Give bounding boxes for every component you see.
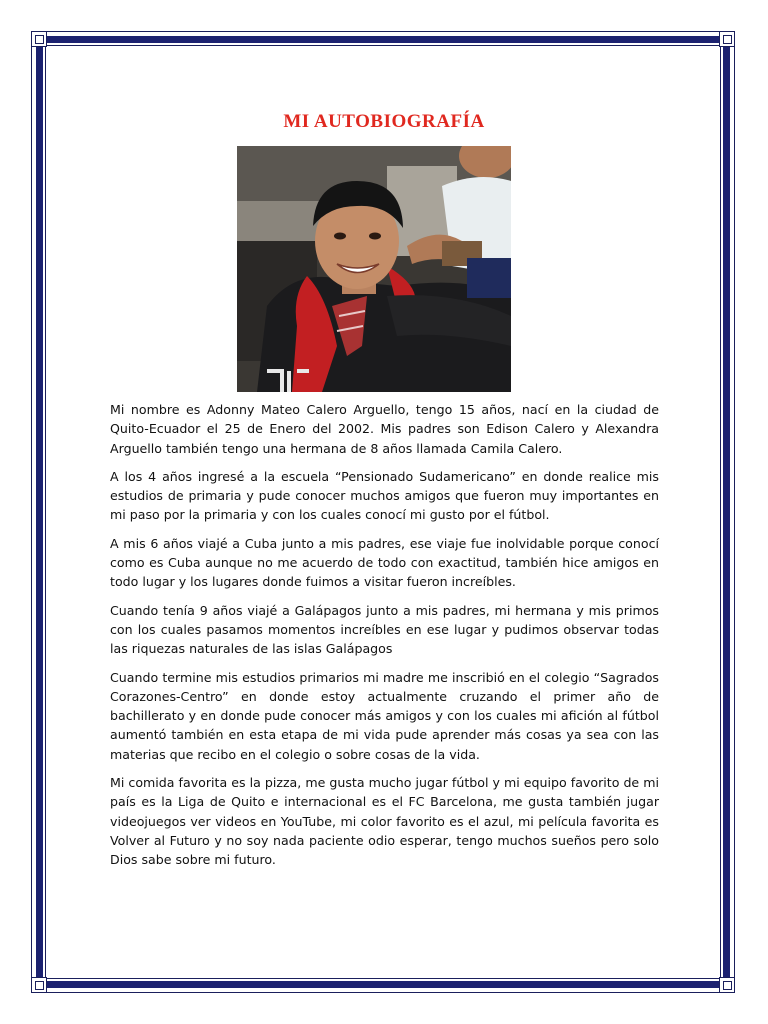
page-title: MI AUTOBIOGRAFÍA xyxy=(283,111,485,132)
portrait-illustration xyxy=(237,146,511,392)
paragraph: Cuando termine mis estudios primarios mi madre me inscribió en el colegio “Sagrados Corazones-Centro” en donde estoy actualmente cruzando el primer año de bachillerato y en donde pude conocer más amigos y con los cuales mi afición al fútbol aumentó también en esta etapa de mi vida pude aprender más cosas ya sea con las materias que recibo en el colegio o sobre cosas de la vida. xyxy=(110,669,659,762)
paragraph: Mi comida favorita es la pizza, me gusta mucho jugar fútbol y mi equipo favorito de mi país es la Liga de Quito e internacional es el FC Barcelona, me gusta también jugar videojuegos ver videos en YouTube, mi color favorito es el azul, mi película favorita es Volver al Futuro y no soy nada paciente odio esperar, tengo muchos sueños pero solo Dios sabe sobre mi futuro. xyxy=(110,775,659,868)
border-corner-ornament xyxy=(31,31,47,47)
border-corner-ornament xyxy=(719,977,735,993)
paragraph: A mis 6 años viajé a Cuba junto a mis padres, ese viaje fue inolvidable porque conocí como es Cuba aunque no me acuerdo de todo con exactitud, también hice amigos en todo lugar y los lugares donde fuimos a visitar fueron increíbles. xyxy=(110,535,659,590)
border-corner-ornament xyxy=(719,31,735,47)
biography-text xyxy=(110,400,659,879)
portrait-photo xyxy=(237,146,511,392)
border-corner-ornament xyxy=(31,977,47,993)
paragraph: Cuando tenía 9 años viajé a Galápagos junto a mis padres, mi hermana y mis primos con los cuales pasamos momentos increíbles en ese lugar y pudimos observar todas las riquezas naturales de las islas Galápagos xyxy=(110,602,659,657)
paragraph: Mi nombre es Adonny Mateo Calero Arguello, tengo 15 años, nací en la ciudad de Quito-Ecuador el 25 de Enero del 2002. Mis padres son Edison Calero y Alexandra Arguello también tengo una hermana de 8 años llamada Camila Calero. xyxy=(110,402,659,456)
paragraph: A los 4 años ingresé a la escuela “Pensionado Sudamericano” en donde realice mis estudios de primaria y pude conocer muchos amigos que fueron muy importantes en mi paso por la primaria y con los cuales conocí mi gusto por el fútbol. xyxy=(110,468,659,523)
